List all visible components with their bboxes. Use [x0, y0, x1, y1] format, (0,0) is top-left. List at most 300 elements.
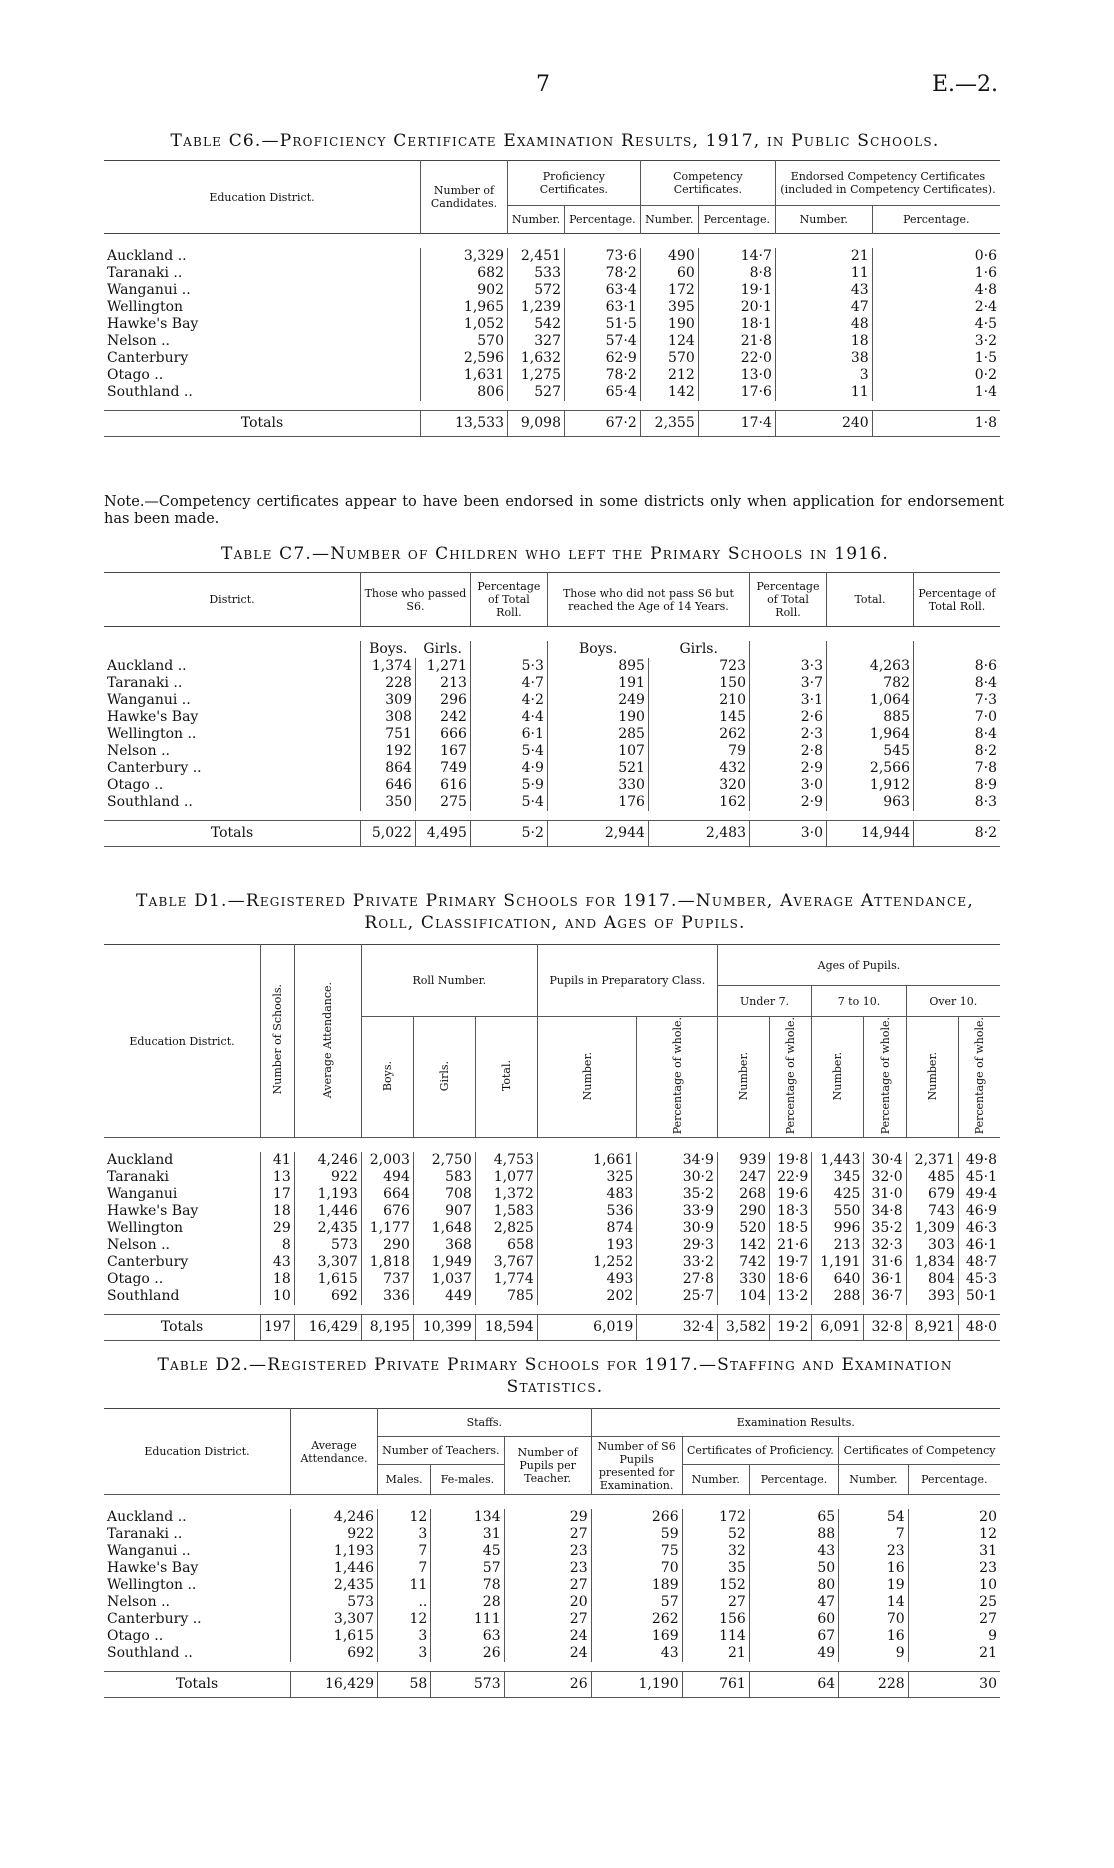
header-district: Education District. [129, 1034, 235, 1048]
table-cell: 78·2 [564, 367, 640, 384]
table-cell: 3,307 [294, 1254, 361, 1271]
table-cell: 350 [361, 794, 416, 811]
table-row [104, 1271, 1000, 1288]
table-cell: 142 [717, 1237, 769, 1254]
table-cell: 1,583 [475, 1203, 537, 1220]
totals-cell: 197 [261, 1315, 295, 1341]
header-prep-class: Pupils in Preparatory Class. [537, 945, 717, 1017]
table-cell: 8·4 [914, 675, 1001, 692]
table-cell: 7 [378, 1560, 431, 1577]
table-cell: 737 [361, 1271, 413, 1288]
table-cell: 8·9 [914, 777, 1001, 794]
header-percentage: Percentage. [698, 206, 775, 234]
table-cell: 785 [475, 1288, 537, 1305]
table-cell: 2·8 [750, 743, 827, 760]
table-cell: 3,767 [475, 1254, 537, 1271]
table-cell: 31·6 [864, 1254, 906, 1271]
table-cell: 202 [537, 1288, 636, 1305]
header-roll: Roll Number. [361, 945, 537, 1017]
table-cell: 33·9 [637, 1203, 718, 1220]
table-cell: 11 [775, 384, 872, 401]
table-cell: 2,435 [294, 1220, 361, 1237]
totals-cell: 10,399 [413, 1315, 475, 1341]
district-name: Canterbury .. [107, 1610, 202, 1627]
header-passed-s6: Those who passed S6. [361, 573, 471, 627]
table-cell: 193 [537, 1237, 636, 1254]
table-cell: 67 [749, 1628, 838, 1645]
table-cell: 16 [839, 1628, 908, 1645]
table-cell: 864 [361, 760, 416, 777]
table-cell: 11 [775, 265, 872, 282]
table-cell: 1,648 [413, 1220, 475, 1237]
table-cell: 49·4 [958, 1186, 1000, 1203]
table-cell: 8·8 [698, 265, 775, 282]
table-cell: 57 [431, 1560, 504, 1577]
table-cell: 59 [591, 1526, 682, 1543]
table-cell: 268 [717, 1186, 769, 1203]
table-row [104, 1543, 1000, 1560]
header-number: Number. [682, 1465, 749, 1495]
table-cell: 483 [537, 1186, 636, 1203]
table-cell: 142 [640, 384, 698, 401]
table-cell: 28 [431, 1594, 504, 1611]
table-cell: 21 [775, 248, 872, 265]
table-row [104, 367, 1000, 384]
table-row [104, 1186, 1000, 1203]
totals-cell: 67·2 [564, 411, 640, 437]
table-cell: 213 [812, 1237, 864, 1254]
table-row [104, 1577, 1000, 1594]
totals-label: Totals [160, 1319, 204, 1336]
header-pct-total-roll: Percentage of Total Roll. [914, 573, 1001, 627]
table-cell: 30·9 [637, 1220, 718, 1237]
subheader-row [104, 641, 1000, 658]
totals-cell: 5·2 [470, 821, 547, 847]
table-cell: 19 [839, 1577, 908, 1594]
table-cell: 12 [378, 1509, 431, 1526]
header-pct-whole: Percentage of whole. [972, 1017, 986, 1135]
table-cell: .. [378, 1594, 431, 1611]
table-cell: 10 [261, 1288, 295, 1305]
table-cell: 1,446 [294, 1203, 361, 1220]
table-cell: 4·9 [470, 760, 547, 777]
table-c7 [104, 572, 1000, 847]
table-cell: 29 [261, 1220, 295, 1237]
table-cell: 939 [717, 1152, 769, 1169]
table-cell: 303 [906, 1237, 958, 1254]
table-cell: 30·2 [637, 1169, 718, 1186]
table-cell: 104 [717, 1288, 769, 1305]
table-cell: 228 [361, 675, 416, 692]
header-pct-total-roll: Percentage of Total Roll. [750, 573, 827, 627]
table-cell: 2·3 [750, 726, 827, 743]
table-cell: 31·0 [864, 1186, 906, 1203]
header-per-teacher: Number of Pupils per Teacher. [504, 1437, 591, 1495]
header-district: District. [209, 593, 255, 606]
district-name: Wanganui .. [107, 1542, 191, 1559]
table-row [104, 299, 1000, 316]
header-competency: Competency Certificates. [640, 161, 775, 206]
header-proficiency: Certificates of Proficiency. [682, 1437, 839, 1465]
header-under7: Under 7. [717, 986, 811, 1017]
totals-cell: 3,582 [717, 1315, 769, 1341]
table-cell: 1·6 [872, 265, 1000, 282]
table-cell: 14·7 [698, 248, 775, 265]
table-cell: 1,661 [537, 1152, 636, 1169]
table-row [104, 1220, 1000, 1237]
table-cell: 48·7 [958, 1254, 1000, 1271]
table-cell: 4,263 [827, 658, 914, 675]
table-cell: 3·2 [872, 333, 1000, 350]
table-cell: 20·1 [698, 299, 775, 316]
table-row [104, 265, 1000, 282]
district-name: Nelson .. [107, 742, 170, 759]
table-cell: 47 [775, 299, 872, 316]
table-cell: 285 [547, 726, 648, 743]
table-cell: 432 [648, 760, 749, 777]
table-cell: 124 [640, 333, 698, 350]
totals-cell: 30 [908, 1672, 1000, 1698]
totals-cell: 16,429 [291, 1672, 378, 1698]
table-row [104, 1611, 1000, 1628]
table-cell: 242 [415, 709, 470, 726]
table-cell: 19·8 [770, 1152, 812, 1169]
table-cell: 25 [908, 1594, 1000, 1611]
district-name: Auckland .. [107, 1508, 187, 1525]
table-d1-title-line2: Roll, Classification, and Ages of Pupils. [364, 913, 746, 933]
table-cell: 27 [504, 1611, 591, 1628]
table-cell: 1,834 [906, 1254, 958, 1271]
totals-cell: 9,098 [508, 411, 565, 437]
table-cell: 3 [775, 367, 872, 384]
table-cell: 172 [682, 1509, 749, 1526]
table-cell: 63·1 [564, 299, 640, 316]
table-row [104, 384, 1000, 401]
table-cell: 874 [537, 1220, 636, 1237]
table-cell: 192 [361, 743, 416, 760]
table-cell: 583 [413, 1169, 475, 1186]
table-cell: 1,271 [415, 658, 470, 675]
table-cell: 640 [812, 1271, 864, 1288]
header-attendance: Average Attendance. [291, 1409, 378, 1495]
table-cell: 996 [812, 1220, 864, 1237]
table-cell: 78·2 [564, 265, 640, 282]
table-cell: 5·3 [470, 658, 547, 675]
table-cell: 902 [421, 282, 508, 299]
table-cell: 1,191 [812, 1254, 864, 1271]
table-cell: 70 [839, 1611, 908, 1628]
table-cell: 5·9 [470, 777, 547, 794]
table-cell: 676 [361, 1203, 413, 1220]
table-row [104, 675, 1000, 692]
district-name: Taranaki [107, 1168, 169, 1185]
header-competency: Certificates of Competency [839, 1437, 1000, 1465]
table-cell: 2·4 [872, 299, 1000, 316]
totals-cell: 2,483 [648, 821, 749, 847]
table-cell: 134 [431, 1509, 504, 1526]
table-cell: 536 [537, 1203, 636, 1220]
table-cell: 29·3 [637, 1237, 718, 1254]
table-cell: 527 [508, 384, 565, 401]
table-cell: 804 [906, 1271, 958, 1288]
table-cell: 1,443 [812, 1152, 864, 1169]
table-cell: 46·3 [958, 1220, 1000, 1237]
table-cell: 806 [421, 384, 508, 401]
table-cell: 658 [475, 1237, 537, 1254]
table-cell: 46·9 [958, 1203, 1000, 1220]
district-name: Taranaki .. [107, 674, 183, 691]
table-cell: 10 [908, 1577, 1000, 1594]
table-cell: 162 [648, 794, 749, 811]
table-cell: 4,753 [475, 1152, 537, 1169]
table-cell: 572 [508, 282, 565, 299]
totals-cell: 6,019 [537, 1315, 636, 1341]
table-c6 [104, 160, 1000, 437]
table-cell: 2,451 [508, 248, 565, 265]
district-name: Otago .. [107, 776, 164, 793]
table-cell: 1,252 [537, 1254, 636, 1271]
table-cell: 80 [749, 1577, 838, 1594]
table-cell: 4·4 [470, 709, 547, 726]
totals-cell: 58 [378, 1672, 431, 1698]
table-cell: 1,964 [827, 726, 914, 743]
table-c6-body [104, 234, 1000, 437]
table-cell: 34·8 [864, 1203, 906, 1220]
table-cell: 7·3 [914, 692, 1001, 709]
table-cell: 8 [261, 1237, 295, 1254]
totals-cell: 8,921 [906, 1315, 958, 1341]
table-cell: 336 [361, 1288, 413, 1305]
table-cell: 3 [378, 1628, 431, 1645]
district-name: Otago .. [107, 1270, 164, 1287]
table-cell: 3·3 [750, 658, 827, 675]
table-cell: 27 [504, 1526, 591, 1543]
table-cell: 43 [749, 1543, 838, 1560]
table-cell: 13·0 [698, 367, 775, 384]
table-cell: 45·1 [958, 1169, 1000, 1186]
table-cell: 296 [415, 692, 470, 709]
district-name: Wellington .. [107, 1576, 197, 1593]
table-cell: 19·7 [770, 1254, 812, 1271]
header-pct-whole: Percentage of whole. [878, 1017, 892, 1135]
table-cell: 682 [421, 265, 508, 282]
table-cell: 308 [361, 709, 416, 726]
district-name: Hawke's Bay [107, 1202, 199, 1219]
totals-cell: 32·8 [864, 1315, 906, 1341]
header-total: Total. [827, 573, 914, 627]
table-cell: 145 [648, 709, 749, 726]
table-cell: 13·2 [770, 1288, 812, 1305]
table-cell: 247 [717, 1169, 769, 1186]
table-cell: 190 [640, 316, 698, 333]
table-cell: 8·3 [914, 794, 1001, 811]
district-name: Wanganui .. [107, 691, 191, 708]
table-cell: 20 [504, 1594, 591, 1611]
table-cell: 43 [261, 1254, 295, 1271]
table-cell: 27·8 [637, 1271, 718, 1288]
table-cell: 31 [431, 1526, 504, 1543]
table-cell: 290 [361, 1237, 413, 1254]
table-cell: 2·9 [750, 794, 827, 811]
table-cell: 2,435 [291, 1577, 378, 1594]
table-cell: 18·1 [698, 316, 775, 333]
header-number: Number. [775, 206, 872, 234]
table-cell: 646 [361, 777, 416, 794]
table-cell: 35·2 [637, 1186, 718, 1203]
table-cell: 11 [378, 1577, 431, 1594]
table-cell: 16 [839, 1560, 908, 1577]
district-name: Wanganui [107, 1185, 178, 1202]
table-cell: 368 [413, 1237, 475, 1254]
table-cell: 692 [291, 1645, 378, 1662]
district-name: Nelson .. [107, 1593, 170, 1610]
header-staffs: Staffs. [378, 1409, 592, 1437]
table-cell: 38 [775, 350, 872, 367]
header-over10: Over 10. [906, 986, 1000, 1017]
table-cell: 7·0 [914, 709, 1001, 726]
table-cell: 1,193 [291, 1543, 378, 1560]
table-cell: 48 [775, 316, 872, 333]
table-cell: 3·0 [750, 777, 827, 794]
table-cell: 65·4 [564, 384, 640, 401]
table-cell: 907 [413, 1203, 475, 1220]
table-cell: 18·3 [770, 1203, 812, 1220]
district-name: Canterbury [107, 349, 189, 366]
table-c7-title: Table C7.—Number of Children who left the Primary Schools in 1916. [221, 544, 889, 564]
header-total: Total. [499, 1060, 513, 1092]
table-cell: 7 [839, 1526, 908, 1543]
table-d2-body [104, 1495, 1000, 1698]
table-cell: 3,307 [291, 1611, 378, 1628]
header-number: Number. [839, 1465, 908, 1495]
table-cell: 78 [431, 1577, 504, 1594]
table-cell: 1,052 [421, 316, 508, 333]
table-cell: 1·4 [872, 384, 1000, 401]
header-girls: Girls. [437, 1060, 451, 1091]
table-cell: 35 [682, 1560, 749, 1577]
district-name: Hawke's Bay [107, 1559, 199, 1576]
table-cell: 36·1 [864, 1271, 906, 1288]
table-cell: 320 [648, 777, 749, 794]
table-cell: 18 [261, 1203, 295, 1220]
table-row [104, 794, 1000, 811]
header-number: Number. [736, 1051, 750, 1100]
header-pct-whole: Percentage of whole. [670, 1017, 684, 1135]
table-cell: 1,818 [361, 1254, 413, 1271]
table-cell: 7 [378, 1543, 431, 1560]
table-cell: 57 [591, 1594, 682, 1611]
table-row [104, 1509, 1000, 1526]
district-name: Auckland [107, 1151, 174, 1168]
table-cell: 395 [640, 299, 698, 316]
table-cell: 152 [682, 1577, 749, 1594]
table-cell: 895 [547, 658, 648, 675]
table-cell: 1,064 [827, 692, 914, 709]
table-cell: 176 [547, 794, 648, 811]
totals-cell: 240 [775, 411, 872, 437]
table-cell: 79 [648, 743, 749, 760]
table-cell: 18 [775, 333, 872, 350]
table-cell: 1,374 [361, 658, 416, 675]
table-cell: 4·5 [872, 316, 1000, 333]
table-cell: 18·5 [770, 1220, 812, 1237]
table-cell: 169 [591, 1628, 682, 1645]
table-cell: 9 [908, 1628, 1000, 1645]
district-name: Nelson .. [107, 1236, 170, 1253]
table-cell: 22·9 [770, 1169, 812, 1186]
table-cell: 17 [261, 1186, 295, 1203]
table-cell: 570 [640, 350, 698, 367]
district-name: Hawke's Bay [107, 708, 199, 725]
table-cell: 290 [717, 1203, 769, 1220]
table-cell: 1,077 [475, 1169, 537, 1186]
table-cell: 191 [547, 675, 648, 692]
district-name: Southland [107, 1287, 180, 1304]
totals-row [104, 1315, 1000, 1341]
table-cell: 32·3 [864, 1237, 906, 1254]
table-cell: 190 [547, 709, 648, 726]
header-percentage: Percentage. [749, 1465, 838, 1495]
table-row [104, 1560, 1000, 1577]
table-cell: 330 [547, 777, 648, 794]
district-name: Wellington .. [107, 725, 197, 742]
table-cell: 723 [648, 658, 749, 675]
district-name: Wellington [107, 1219, 184, 1236]
table-cell: 45·3 [958, 1271, 1000, 1288]
totals-cell: 8,195 [361, 1315, 413, 1341]
table-cell: 345 [812, 1169, 864, 1186]
table-cell: 1,193 [294, 1186, 361, 1203]
table-row [104, 743, 1000, 760]
totals-cell: 19·2 [770, 1315, 812, 1341]
table-cell: 51·5 [564, 316, 640, 333]
table-cell: 0·2 [872, 367, 1000, 384]
table-cell: 52 [682, 1526, 749, 1543]
page-number: 7 [536, 72, 550, 97]
district-name: Wellington [107, 298, 184, 315]
totals-row [104, 1672, 1000, 1698]
table-cell: 60 [640, 265, 698, 282]
table-cell: 26 [431, 1645, 504, 1662]
table-cell: 708 [413, 1186, 475, 1203]
table-cell: 449 [413, 1288, 475, 1305]
totals-cell: 18,594 [475, 1315, 537, 1341]
table-cell: 49·8 [958, 1152, 1000, 1169]
table-row [104, 316, 1000, 333]
header-females: Fe-males. [431, 1465, 504, 1495]
table-cell: 8·4 [914, 726, 1001, 743]
table-cell: 25·7 [637, 1288, 718, 1305]
table-cell: 3,329 [421, 248, 508, 265]
table-cell: 3 [378, 1526, 431, 1543]
table-cell: 2,596 [421, 350, 508, 367]
totals-cell: 761 [682, 1672, 749, 1698]
header-number: Number. [508, 206, 565, 234]
table-cell: 13 [261, 1169, 295, 1186]
table-cell: 1,632 [508, 350, 565, 367]
header-percentage: Percentage. [564, 206, 640, 234]
table-cell: 21·8 [698, 333, 775, 350]
header-not-passed: Those who did not pass S6 but reached the Age of 14 Years. [547, 573, 749, 627]
table-cell: 1,774 [475, 1271, 537, 1288]
table-cell: 1,275 [508, 367, 565, 384]
table-row [104, 1203, 1000, 1220]
table-cell: 22·0 [698, 350, 775, 367]
table-cell: 18·6 [770, 1271, 812, 1288]
table-cell: 27 [682, 1594, 749, 1611]
table-cell: 275 [415, 794, 470, 811]
header-males: Males. [378, 1465, 431, 1495]
